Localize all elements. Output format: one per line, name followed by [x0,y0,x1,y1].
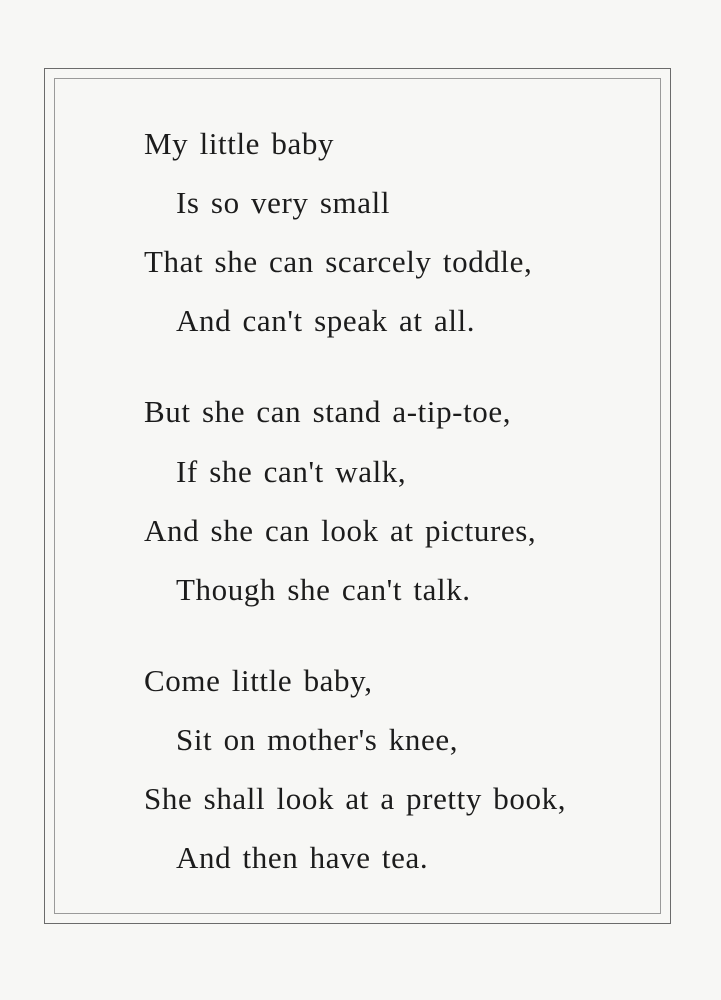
poem-line: Sit on mother's knee, [176,722,459,757]
poem-line: But she can stand a-tip-toe, [144,394,512,429]
poem-line: And she can look at pictures, [144,513,537,548]
poem-line: If she can't walk, [176,454,407,489]
poem-line: That she can scarcely toddle, [144,244,533,279]
poem-line: Come little baby, [144,663,373,698]
poem-line: My little baby [144,126,335,161]
poem-line: She shall look at a pretty book, [144,781,567,816]
poem-line: And then have tea. [176,840,429,875]
poem-line: Is so very small [176,185,391,220]
poem-line: Though she can't talk. [176,572,471,607]
poem-line: And can't speak at all. [176,303,476,338]
